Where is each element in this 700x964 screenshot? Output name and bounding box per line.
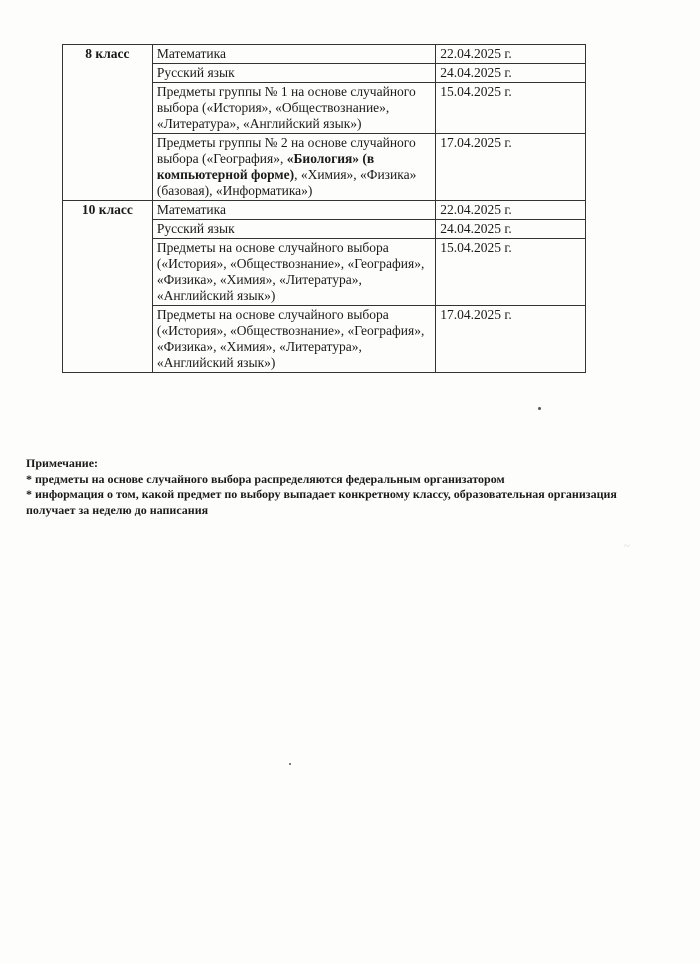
subject-text: , «Химия», «Физика» (базовая), «Информатика»)	[156, 167, 417, 198]
subject-cell: Математика	[152, 201, 435, 220]
date-cell: 22.04.2025 г.	[436, 201, 586, 220]
subject-cell: Предметы группы № 1 на основе случайного выбора («История», «Обществознание», «Литература», «Английский язык»)	[152, 83, 435, 134]
subject-cell: Математика	[152, 45, 435, 64]
scan-speck	[289, 763, 291, 765]
table-row	[63, 201, 586, 220]
class-label: 8 класс	[63, 45, 153, 201]
subject-text: Предметы группы № 2 на основе случайного выбора («География»,	[156, 135, 416, 166]
note-item: * предметы на основе случайного выбора распределяются федеральным организатором	[26, 471, 505, 486]
class-label: 10 класс	[63, 201, 153, 373]
date-cell: 22.04.2025 г.	[436, 45, 586, 64]
subject-cell: Русский язык	[152, 220, 435, 239]
subject-cell	[152, 134, 435, 201]
date-cell: 15.04.2025 г.	[436, 83, 586, 134]
date-cell: 15.04.2025 г.	[436, 239, 586, 306]
table-row	[63, 45, 586, 64]
footnote-block	[26, 456, 666, 518]
subject-cell: Русский язык	[152, 64, 435, 83]
date-cell: 24.04.2025 г.	[436, 220, 586, 239]
subject-cell: Предметы на основе случайного выбора («История», «Обществознание», «География», «Физика», «Химия», «Литература», «Английский язык»)	[152, 239, 435, 306]
subject-cell: Предметы на основе случайного выбора («История», «Обществознание», «География», «Физика», «Химия», «Литература», «Английский язык»)	[152, 306, 435, 373]
scan-speck	[538, 407, 541, 410]
exam-schedule-table	[62, 44, 586, 373]
subject-emphasis: «Биология» (в компьютерной форме)	[156, 151, 375, 182]
date-cell: 24.04.2025 г.	[436, 64, 586, 83]
scan-smudge: ~	[624, 540, 630, 552]
date-cell: 17.04.2025 г.	[436, 134, 586, 201]
note-item: * информация о том, какой предмет по выбору выпадает конкретному классу, образовательная организация получает за неделю до написания	[26, 487, 617, 517]
note-title: Примечание:	[26, 456, 99, 470]
date-cell: 17.04.2025 г.	[436, 306, 586, 373]
